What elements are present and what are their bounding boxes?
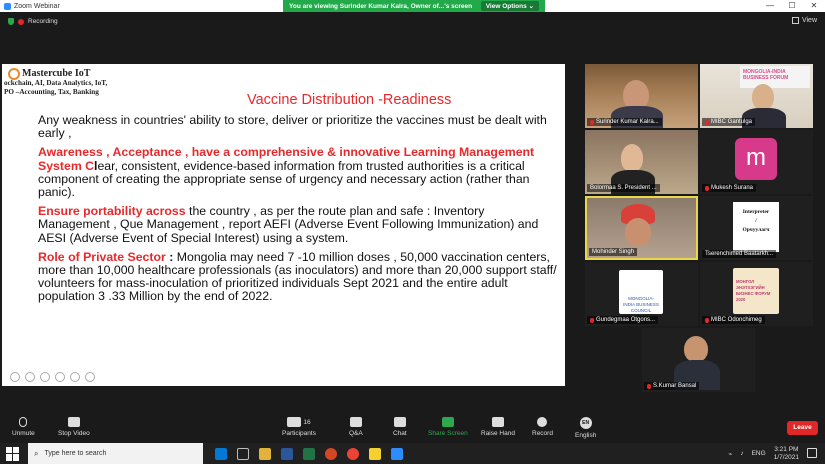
participant-name [587,316,658,324]
meeting-toolbar [0,410,825,443]
more-icon[interactable] [85,372,95,382]
language-button[interactable] [575,417,596,439]
volume-icon[interactable]: ♪ [740,450,744,457]
participants-label: Participants [282,430,316,437]
private-sector-text: Mongolia may need 7 -10 million doses , 50,000 vaccination centers, more than 10,000 healthcare professionals (as inoculators) and more than 20,000 support staff/ volunteers for mass-inoculation of prioritized individuals Sept 2021 and the entire adult population 3 .33 Million by the end of 2022. [38,249,557,304]
portability-heading: Ensure portability across [38,204,186,219]
participants-icon [287,417,301,427]
participant-face [684,336,708,362]
zoom-app-icon [4,3,11,10]
zoom-taskbar-icon[interactable] [391,448,403,460]
participant-name-text: S.Kumar Bansal [653,383,697,389]
clock-time: 3:21 PM [774,445,799,453]
qa-label: Q&A [349,430,363,437]
search-placeholder: Type here to search [44,450,107,457]
forum-banner: MONGOLIA-INDIA BUSINESS FORUM [740,66,810,88]
app-title [4,3,60,10]
participant-name [644,382,699,390]
language-icon: EN [580,417,592,429]
participant-name-text: Bolormaa S. President ... [590,185,657,191]
muted-mic-icon [705,120,709,125]
video-camera-icon [68,417,80,427]
video-tile[interactable] [642,328,755,392]
raise-hand-label: Raise Hand [481,430,515,437]
participant-name-text: Mukesh Surana [711,185,754,191]
qa-icon [350,417,362,427]
muted-mic-icon [590,318,594,323]
awareness-text: ear, consistent, evidence-based information from trusted authorities is a critical component of creating the appropriate sense of urgency and necessary action (rather than panic). [38,158,530,200]
participants-button[interactable] [282,417,316,437]
paragraph-private-sector [38,251,558,304]
windows-taskbar [0,443,825,464]
paragraph-awareness [38,146,558,199]
powerpoint-icon[interactable] [325,448,337,460]
participant-name [702,118,755,126]
windows-start-icon[interactable] [6,447,20,461]
recording-indicator [8,18,58,25]
participant-name [702,316,765,324]
logo-tagline-1: ockchain, AI, Data Analytics, IoT, [4,79,108,87]
leave-button[interactable]: Leave [787,421,818,435]
slide-controls [10,372,95,382]
participant-face [625,218,651,246]
video-tile[interactable] [700,262,813,326]
mibc-logo [619,270,663,314]
participant-name [587,118,662,126]
sign-line-2: / [755,218,757,224]
share-banner-text: You are viewing Surinder Kumar Kalra, Owner of...'s screen [289,2,473,10]
paragraph-portability [38,205,558,245]
participant-name-text: Tserenchimed Baatarkh... [705,251,774,257]
raise-hand-button[interactable] [481,417,515,437]
private-sector-heading: Role of Private Sector [38,249,166,264]
participants-count: 16 [303,418,311,426]
chat-button[interactable] [393,417,407,437]
participant-name [587,184,660,192]
view-options-button[interactable]: View Options ⌄ [481,1,539,11]
taskbar-search[interactable] [28,443,203,464]
muted-mic-icon [647,384,651,389]
slide-title: Vaccine Distribution -Readiness [247,92,452,108]
record-dot-icon [18,19,24,25]
unmute-label: Unmute [12,430,35,437]
video-tile[interactable] [700,64,813,128]
participant-name-text: MIBC Odonchimeg [711,317,762,323]
next-slide-icon[interactable] [25,372,35,382]
clock[interactable] [774,446,799,462]
muted-mic-icon [705,186,709,191]
language-indicator[interactable]: ENG [751,450,766,457]
share-screen-button[interactable] [428,417,468,437]
video-tile[interactable] [585,130,698,194]
participant-name [702,250,776,258]
view-button[interactable] [792,17,817,24]
word-icon[interactable] [281,448,293,460]
logo-ring-icon [8,68,20,80]
video-tile-active-speaker[interactable] [585,196,698,260]
interpreter-sign [733,202,779,252]
edge-icon[interactable] [215,448,227,460]
participant-name-text: MIBC Gantulga [711,119,753,125]
zoom-slide-icon[interactable] [55,372,65,382]
clock-date: 1/7/2021 [773,453,799,461]
view-label: View [801,17,817,24]
shield-icon[interactable] [8,18,14,25]
logo-name: Mastercube IoT [22,68,91,79]
shared-slide [2,64,565,386]
sign-line-3: Орчуулагч [742,227,770,233]
awareness-heading: Awareness , Acceptance , have a comprehensive & innovative Learning Management System C [38,145,535,173]
chat-icon [394,417,406,427]
minimize-button[interactable]: — [766,1,774,10]
app-title-text: Zoom Webinar [14,2,60,10]
participant-name-text: Gundegmaa Otgons... [596,317,656,323]
participant-name [589,248,637,256]
notification-icon[interactable] [807,448,817,458]
participant-name-text: Mohinder Singh [592,249,635,255]
slide-body [38,114,558,310]
participant-face [621,144,643,172]
pen-icon[interactable] [40,372,50,382]
share-screen-icon [442,417,454,427]
muted-mic-icon [590,120,594,125]
language-label: English [575,432,597,439]
qa-button[interactable] [349,417,363,437]
share-screen-label: Share Screen [428,430,468,437]
video-tile[interactable] [585,64,698,128]
network-icon[interactable]: ⌁ [728,450,733,458]
logo-tagline-2: PO –Accounting, Tax, Banking [4,88,99,96]
meeting-topbar [0,12,825,32]
participant-name-text: Surinder Kumar Kalra... [596,119,659,125]
company-logo [4,68,107,97]
forum-poster [733,268,779,314]
stop-video-button[interactable] [58,417,90,437]
record-button[interactable] [532,417,553,437]
system-tray [728,443,799,464]
recording-label: Recording [28,18,58,25]
private-sector-colon: : [165,249,177,264]
task-view-icon[interactable] [237,448,249,460]
paragraph-weakness: Any weakness in countries' ability to store, deliver or prioritize the vaccines must be dealt with early , [38,113,547,141]
unmute-button[interactable] [12,417,35,437]
excel-icon[interactable] [303,448,315,460]
video-tile[interactable] [700,196,813,260]
mibc-logo-text: MONGOLIA-INDIA BUSINESS COUNCIL [623,296,659,313]
search-icon: ⌕ [34,448,39,458]
file-explorer-icon[interactable] [259,448,271,460]
menu-icon[interactable] [70,372,80,382]
sign-line-1: Interpreter [742,209,770,215]
grid-view-icon [792,17,799,24]
sticky-notes-icon[interactable] [369,448,381,460]
close-button[interactable]: ✕ [810,1,818,10]
chrome-icon[interactable] [347,448,359,460]
muted-mic-icon [705,318,709,323]
record-label: Record [532,430,553,437]
chat-label: Chat [393,430,407,437]
hand-icon [492,417,504,427]
forum-poster-text: МОНГОЛ ЭНЭТХЭГИЙН БИЗНЕС ФОРУМ 2020 [736,279,771,302]
prev-slide-icon[interactable] [10,372,20,382]
participant-name [702,184,756,192]
avatar: m [735,138,777,180]
muted-mic-icon [19,417,27,427]
stop-video-label: Stop Video [58,430,90,437]
screen-share-banner [283,0,545,12]
maximize-button[interactable]: ☐ [788,1,796,10]
record-icon [537,417,547,427]
participant-face [752,84,774,110]
awareness-bold: l [94,158,98,173]
portability-text: the country , as per the route plan and safe : Inventory Management , Que Management , report AEFI (Adverse Event Following Immunization) and AESI (Adverse Event of Special Interest) using a system. [38,204,539,245]
video-tile[interactable] [585,262,698,326]
video-tile[interactable] [700,130,813,194]
